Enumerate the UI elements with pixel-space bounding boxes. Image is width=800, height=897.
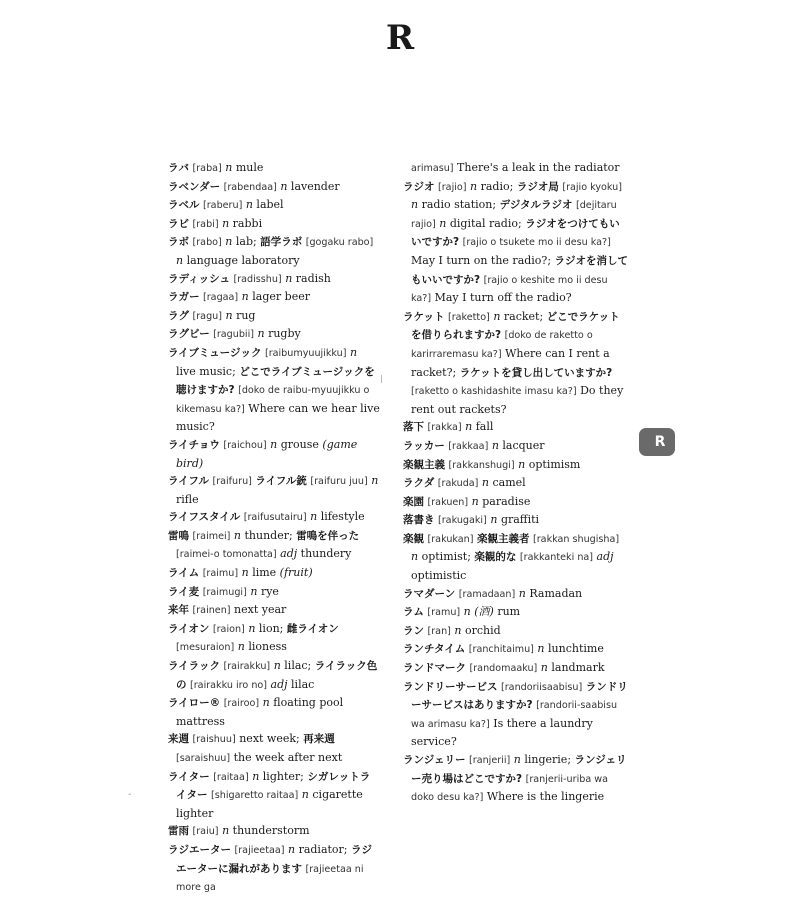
headword: ランドマーク bbox=[403, 662, 466, 675]
romanization: [raimei-o tomonatta] bbox=[176, 549, 277, 561]
part-of-speech: n bbox=[513, 753, 521, 766]
romanization: [dejitaru rajio] bbox=[411, 200, 617, 230]
definition: radish bbox=[295, 271, 331, 285]
dictionary-entry bbox=[403, 751, 629, 807]
definition: May I turn on the radio?; bbox=[411, 253, 552, 267]
romanization: [randomaaku] bbox=[469, 663, 538, 675]
romanization: [rakuen] bbox=[427, 496, 469, 508]
part-of-speech: n bbox=[245, 198, 253, 212]
part-of-speech: n bbox=[241, 566, 249, 580]
part-of-speech: n bbox=[490, 513, 498, 527]
headword: ライフスタイル bbox=[168, 511, 241, 524]
part-of-speech: n bbox=[537, 642, 545, 656]
headword: ラケットを貸し出していますか? bbox=[459, 366, 613, 379]
definition: lion; bbox=[258, 621, 284, 635]
headword: ライロー® bbox=[168, 697, 221, 710]
headword: ラバ bbox=[168, 162, 189, 174]
romanization: [raifusutairu] bbox=[243, 512, 307, 524]
romanization: [rairakku iro no] bbox=[190, 679, 268, 691]
part-of-speech: n bbox=[481, 476, 490, 490]
part-of-speech: n bbox=[248, 621, 256, 635]
romanization: [ran] bbox=[427, 625, 451, 637]
romanization: [ramadaan] bbox=[458, 588, 516, 600]
left-column bbox=[168, 159, 380, 897]
headword: ラケット bbox=[403, 310, 445, 323]
part-of-speech: n bbox=[233, 528, 241, 542]
dictionary-entry bbox=[168, 233, 380, 269]
romanization: [raimu] bbox=[202, 568, 239, 580]
romanization: [rakkanteki na] bbox=[519, 552, 594, 564]
part-of-speech: n bbox=[176, 253, 184, 267]
romanization: [raichou] bbox=[223, 439, 267, 451]
romanization: [mesuraion] bbox=[176, 642, 235, 654]
dictionary-entry bbox=[168, 564, 380, 583]
definition: lilac; bbox=[284, 659, 312, 673]
headword: ラディッシュ bbox=[168, 272, 230, 285]
romanization: [rajieetaa ni more ga bbox=[176, 863, 364, 894]
part-of-speech: n bbox=[411, 550, 419, 564]
part-of-speech: n bbox=[371, 474, 379, 488]
headword: 雌ライオン bbox=[286, 622, 339, 635]
definition: lab; bbox=[235, 235, 257, 249]
headword: ラビ bbox=[168, 217, 189, 230]
romanization: [rakuda] bbox=[437, 478, 479, 490]
definition: racket; bbox=[503, 309, 544, 323]
headword: ラマダーン bbox=[403, 587, 456, 600]
headword: ライラック bbox=[168, 660, 220, 673]
headword: ライラック色の bbox=[176, 660, 378, 691]
definition: There's a leak in the radiator bbox=[457, 161, 620, 174]
definition: lingerie; bbox=[524, 753, 572, 766]
dictionary-entry bbox=[168, 694, 380, 730]
romanization: [rakkan shugisha] bbox=[533, 533, 620, 545]
part-of-speech: n bbox=[518, 457, 526, 471]
definition: rye bbox=[260, 584, 279, 598]
part-of-speech: n bbox=[491, 438, 499, 452]
headword: ライター bbox=[168, 770, 210, 783]
headword: ランチタイム bbox=[403, 643, 466, 656]
dictionary-entry bbox=[168, 159, 380, 178]
romanization: [ragaa] bbox=[203, 292, 239, 304]
dictionary-entry bbox=[168, 583, 380, 602]
letter-thumb-tab[interactable]: R bbox=[639, 428, 675, 456]
part-of-speech: n bbox=[301, 788, 309, 802]
headword: ラグ bbox=[168, 309, 189, 322]
dictionary-entry bbox=[403, 493, 629, 512]
dictionary-entry bbox=[168, 344, 380, 436]
headword: どこでライブミュージックを聴けますか? bbox=[176, 365, 375, 397]
definition: lioness bbox=[248, 640, 287, 654]
romanization: [rajio o keshite mo ii desu ka?] bbox=[411, 274, 608, 305]
dictionary-entry bbox=[168, 601, 380, 620]
definition: floating pool mattress bbox=[176, 696, 344, 728]
dictionary-entry bbox=[403, 456, 629, 475]
romanization: [raion] bbox=[212, 623, 245, 635]
headword: ライフル bbox=[168, 475, 209, 488]
romanization: [raimei] bbox=[192, 530, 231, 542]
definition: grouse bbox=[280, 437, 319, 451]
part-of-speech: adj bbox=[596, 550, 614, 564]
headword: ライム bbox=[168, 567, 200, 580]
part-of-speech: n bbox=[262, 696, 270, 710]
part-of-speech: n bbox=[250, 584, 258, 598]
dictionary-entry bbox=[168, 657, 380, 694]
dictionary-entry bbox=[403, 530, 629, 585]
romanization: [rabo] bbox=[192, 237, 222, 249]
romanization: [ranjerii-uriba wa doko desu ka?] bbox=[411, 773, 608, 804]
dictionary-entry bbox=[168, 472, 380, 508]
definition: radiator; bbox=[298, 842, 348, 856]
definition: lighter; bbox=[262, 769, 304, 783]
part-of-speech: n bbox=[439, 216, 447, 230]
dictionary-entry bbox=[403, 585, 629, 604]
definition: lifestyle bbox=[320, 510, 365, 524]
definition: rug bbox=[236, 308, 256, 322]
dictionary-entry bbox=[168, 178, 380, 197]
headword: 楽観主義 bbox=[403, 458, 445, 471]
definition: Where can I rent a racket?; bbox=[411, 346, 610, 379]
dictionary-entry bbox=[168, 730, 380, 767]
romanization: [rabi] bbox=[192, 218, 219, 230]
usage-note: (酒) bbox=[474, 605, 494, 619]
romanization: [rakkanshugi] bbox=[448, 459, 515, 471]
romanization: [rakugaki] bbox=[438, 515, 487, 527]
part-of-speech: n bbox=[465, 420, 473, 434]
part-of-speech: n bbox=[273, 659, 281, 673]
dictionary-entry bbox=[168, 508, 380, 527]
definition: thunder; bbox=[244, 528, 293, 542]
definition: Where can we hear live music? bbox=[176, 401, 380, 434]
dictionary-entry bbox=[168, 822, 380, 841]
part-of-speech: n bbox=[540, 661, 548, 675]
romanization: [raibumyuujikku] bbox=[264, 347, 347, 359]
part-of-speech: n bbox=[270, 437, 278, 451]
definition: live music; bbox=[176, 364, 236, 378]
romanization: [radisshu] bbox=[233, 273, 282, 285]
headword: ランジェリー bbox=[403, 754, 466, 766]
definition: thunderstorm bbox=[232, 824, 310, 838]
headword: ライオン bbox=[168, 622, 210, 635]
dictionary-entry bbox=[403, 418, 629, 437]
romanization: [rajio o tsukete mo ii desu ka?] bbox=[462, 237, 611, 249]
part-of-speech: n bbox=[411, 198, 419, 212]
romanization: [randoriisaabisu] bbox=[501, 681, 583, 693]
headword: ラジオを消してもいいですか? bbox=[411, 254, 629, 286]
definition: orchid bbox=[464, 623, 501, 637]
romanization: [rakukan] bbox=[427, 533, 474, 545]
headword: 楽観的な bbox=[474, 551, 517, 564]
romanization: [ragu] bbox=[192, 310, 222, 322]
romanization: [rakkaa] bbox=[448, 440, 489, 452]
part-of-speech: n bbox=[350, 345, 358, 359]
definition: Where is the lingerie bbox=[486, 790, 605, 804]
dictionary-entry bbox=[168, 436, 380, 472]
headword: ラベル bbox=[168, 199, 200, 212]
romanization: [rajio kyoku] bbox=[562, 181, 622, 193]
headword: ラガー bbox=[168, 291, 200, 304]
part-of-speech: n bbox=[257, 327, 265, 341]
romanization: [raba] bbox=[192, 163, 222, 174]
romanization: [ramu] bbox=[427, 607, 461, 619]
part-of-speech: n bbox=[287, 842, 296, 856]
headword: ライフル銃 bbox=[255, 475, 307, 488]
definition: Do they rent out rackets? bbox=[411, 384, 624, 416]
part-of-speech: n bbox=[518, 586, 526, 600]
definition: digital radio; bbox=[449, 216, 522, 230]
dictionary-entry bbox=[403, 659, 629, 678]
romanization: [raketto o kashidashite imasu ka?] bbox=[411, 386, 577, 398]
dictionary-entry bbox=[403, 474, 629, 493]
dictionary-entry bbox=[403, 622, 629, 641]
page-letter-heading: R bbox=[385, 18, 415, 58]
headword: ラム bbox=[403, 606, 424, 619]
part-of-speech: n bbox=[252, 769, 260, 783]
definition: the week after next bbox=[233, 751, 343, 764]
romanization: [ranjerii] bbox=[469, 755, 511, 766]
headword: 落書き bbox=[403, 514, 435, 527]
part-of-speech: n bbox=[454, 623, 462, 637]
romanization: [raitaa] bbox=[213, 771, 249, 783]
dictionary-entry bbox=[168, 307, 380, 326]
definition: next week; bbox=[239, 732, 300, 746]
romanization: [rainen] bbox=[192, 605, 231, 617]
dictionary-entry bbox=[168, 215, 380, 234]
dictionary-entry bbox=[168, 527, 380, 564]
headword: シガレットライター bbox=[176, 770, 371, 802]
headword: ラベンダー bbox=[168, 180, 221, 193]
dictionary-entry bbox=[403, 159, 629, 178]
romanization: [rajio] bbox=[438, 181, 467, 193]
dictionary-entry bbox=[168, 288, 380, 307]
part-of-speech: n bbox=[470, 179, 478, 193]
definition: radio; bbox=[480, 179, 514, 193]
dictionary-entry bbox=[403, 511, 629, 530]
headword: 楽観主義者 bbox=[477, 532, 530, 545]
romanization: [shigaretto raitaa] bbox=[211, 790, 299, 802]
headword: ライチョウ bbox=[168, 438, 220, 451]
definition: mule bbox=[235, 161, 264, 174]
definition: radio station; bbox=[421, 198, 497, 212]
romanization: [doko de raketto o karirraremasu ka?] bbox=[411, 330, 593, 360]
romanization: [saraishuu] bbox=[176, 753, 231, 764]
part-of-speech: n bbox=[222, 824, 230, 838]
romanization: [randorii-saabisu wa arimasu ka?] bbox=[411, 700, 618, 730]
headword: 語学ラボ bbox=[260, 236, 303, 249]
headword: ライ麦 bbox=[168, 585, 200, 598]
definition: fall bbox=[475, 420, 494, 434]
romanization: [gogaku rabo] bbox=[305, 237, 374, 249]
part-of-speech: n bbox=[225, 235, 233, 249]
part-of-speech: n bbox=[222, 216, 230, 230]
part-of-speech: n bbox=[493, 309, 501, 323]
headword: ラッカー bbox=[403, 439, 445, 452]
romanization: [rairoo] bbox=[223, 698, 260, 710]
dictionary-entry bbox=[168, 768, 380, 823]
headword: 雷鳴を伴った bbox=[296, 529, 360, 542]
definition: cigarette lighter bbox=[176, 788, 363, 820]
definition: lime bbox=[252, 566, 277, 580]
definition: Ramadan bbox=[529, 586, 583, 600]
definition: lunchtime bbox=[548, 642, 604, 656]
headword: ランジェリー売り場はどこですか? bbox=[411, 754, 627, 785]
headword: 来週 bbox=[168, 733, 189, 746]
headword: ラジエーター bbox=[168, 843, 231, 856]
romanization: [raimugi] bbox=[202, 586, 247, 598]
dictionary-entry bbox=[403, 640, 629, 659]
dictionary-entry bbox=[168, 325, 380, 344]
headword: 再来週 bbox=[303, 733, 335, 746]
romanization: [raifuru] bbox=[212, 476, 252, 488]
dictionary-entry bbox=[403, 603, 629, 622]
definition: optimistic bbox=[411, 569, 467, 583]
headword: 来年 bbox=[168, 604, 189, 617]
dictionary-entry bbox=[168, 620, 380, 657]
romanization: [rabendaa] bbox=[223, 181, 277, 193]
headword: ランドリーサービスはありますか? bbox=[411, 680, 628, 712]
headword: ラジオ局 bbox=[516, 180, 559, 193]
romanization: [raiu] bbox=[192, 826, 219, 838]
romanization: [ragubii] bbox=[213, 329, 254, 341]
definition: May I turn off the radio? bbox=[434, 291, 572, 305]
definition: language laboratory bbox=[186, 253, 300, 267]
definition: rugby bbox=[268, 327, 301, 341]
dictionary-entry bbox=[168, 196, 380, 215]
definition: lager beer bbox=[252, 290, 310, 304]
headword: 雷雨 bbox=[168, 825, 189, 838]
headword: 楽園 bbox=[403, 495, 424, 508]
headword: ラグビー bbox=[168, 328, 210, 341]
part-of-speech: n bbox=[225, 308, 233, 322]
definition: label bbox=[256, 198, 284, 212]
headword: ラクダ bbox=[403, 477, 435, 490]
column-divider-mark bbox=[381, 375, 382, 383]
part-of-speech: n bbox=[471, 494, 479, 508]
dictionary-entry bbox=[168, 841, 380, 897]
headword: デジタルラジオ bbox=[499, 199, 573, 212]
dictionary-entry bbox=[403, 678, 629, 751]
part-of-speech: n bbox=[237, 640, 245, 654]
romanization: [raketto] bbox=[447, 311, 490, 323]
usage-note: (game bird) bbox=[176, 437, 358, 470]
definition: lilac bbox=[291, 677, 315, 691]
part-of-speech: n bbox=[225, 161, 233, 174]
headword: 雷鳴 bbox=[168, 529, 189, 542]
romanization: [raifuru juu] bbox=[310, 476, 368, 488]
headword: ラジオをつけてもいいですか? bbox=[411, 217, 620, 249]
definition: lacquer bbox=[502, 438, 545, 452]
romanization: [ranchitaimu] bbox=[468, 644, 534, 656]
romanization: [raishuu] bbox=[192, 734, 236, 746]
headword: どこでラケットを借りられますか? bbox=[411, 310, 620, 342]
romanization: arimasu] bbox=[411, 163, 454, 174]
definition: landmark bbox=[551, 661, 605, 675]
part-of-speech: n bbox=[463, 605, 471, 619]
right-column bbox=[403, 159, 629, 807]
definition: optimism bbox=[528, 457, 581, 471]
headword: 落下 bbox=[403, 421, 424, 434]
dictionary-entry bbox=[168, 270, 380, 289]
definition: paradise bbox=[482, 494, 531, 508]
headword: ランドリーサービス bbox=[403, 680, 498, 693]
dictionary-entry bbox=[403, 178, 629, 308]
definition: rum bbox=[497, 605, 521, 619]
headword: ラボ bbox=[168, 236, 189, 249]
part-of-speech: n bbox=[310, 510, 318, 524]
romanization: [raberu] bbox=[203, 200, 243, 212]
part-of-speech: n bbox=[285, 271, 293, 285]
definition: graffiti bbox=[500, 513, 540, 527]
romanization: [rajieetaa] bbox=[234, 844, 285, 856]
definition: lavender bbox=[290, 179, 340, 193]
headword: 楽観 bbox=[403, 532, 424, 545]
definition: Is there a laundry service? bbox=[411, 716, 593, 749]
definition: optimist; bbox=[421, 550, 471, 564]
part-of-speech: n bbox=[280, 179, 288, 193]
headword: ラジエーターに漏れがあります bbox=[176, 843, 373, 875]
part-of-speech: n bbox=[241, 290, 249, 304]
romanization: [doko de raibu-myuujikku o kikemasu ka?] bbox=[176, 385, 370, 415]
romanization: [rairakku] bbox=[223, 661, 271, 673]
usage-note: (fruit) bbox=[279, 566, 313, 580]
definition: thundery bbox=[300, 547, 352, 561]
romanization: [rakka] bbox=[427, 422, 462, 434]
corner-mark: “ bbox=[128, 793, 132, 800]
definition: camel bbox=[492, 476, 526, 490]
dictionary-entry bbox=[403, 308, 629, 419]
definition: rabbi bbox=[232, 216, 263, 230]
headword: ライブミュージック bbox=[168, 346, 262, 359]
headword: ラン bbox=[403, 624, 424, 637]
definition: rifle bbox=[176, 492, 199, 506]
part-of-speech: adj bbox=[270, 677, 288, 691]
dictionary-entry bbox=[403, 437, 629, 456]
headword: ラジオ bbox=[403, 180, 435, 193]
part-of-speech: adj bbox=[280, 547, 298, 561]
definition: next year bbox=[234, 603, 287, 617]
